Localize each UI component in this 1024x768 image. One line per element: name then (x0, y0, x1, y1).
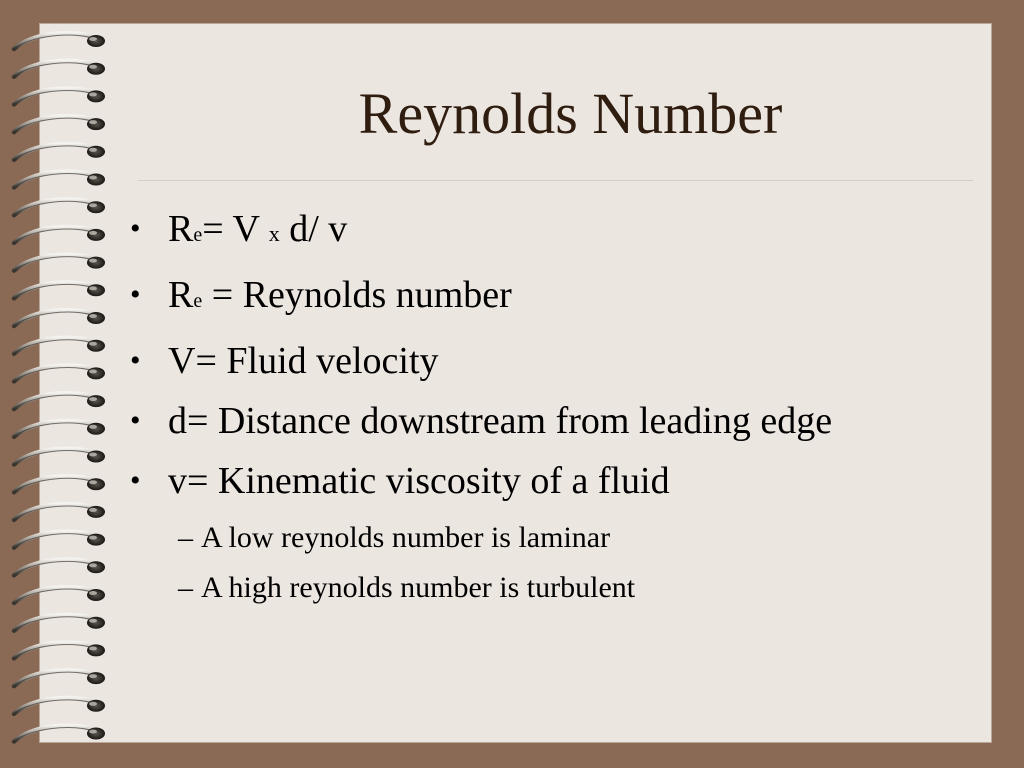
bullet-re-definition (130, 272, 960, 324)
binding-ring-icon (14, 504, 105, 520)
binding-ring-icon (14, 88, 105, 104)
binding-ring-icon (14, 144, 105, 160)
slide (40, 24, 991, 742)
bullet-formula (130, 206, 960, 258)
bullet-velocity: • V= Fluid velocity (130, 338, 960, 384)
title-divider (138, 180, 973, 181)
binding-ring-icon (14, 476, 105, 492)
slide-title: Reynolds Number (358, 81, 783, 146)
binding-ring-icon (14, 255, 105, 271)
binding-ring-icon (14, 726, 105, 742)
binding-ring-icon (14, 559, 105, 575)
binding-ring-icon (14, 365, 105, 381)
binding-ring-icon (14, 227, 105, 243)
binding-ring-icon (14, 587, 105, 603)
binding-ring-icon (14, 393, 105, 409)
sub-bullet-text: A high reynolds number is turbulent (201, 571, 636, 604)
formula-symbol: R (168, 208, 194, 250)
binding-ring-icon (14, 282, 105, 298)
bullet-distance: • d= Distance downstream from leading edge (130, 398, 960, 444)
binding-ring-icon (14, 116, 105, 132)
binding-ring-icon (14, 172, 105, 188)
dash-icon: – (178, 521, 193, 554)
formula-subscript: e (193, 224, 203, 246)
bullet-viscosity: • v= Kinematic viscosity of a fluid (130, 458, 960, 504)
binding-ring-icon (14, 642, 105, 658)
sub-bullet-turbulent (178, 568, 960, 608)
binding-ring-icon (14, 532, 105, 548)
spiral-binding (0, 14, 120, 744)
re-definition-text: = Reynolds number (202, 274, 512, 316)
formula-rest: d/ v (279, 208, 348, 250)
bullet-list (130, 206, 960, 618)
binding-ring-icon (14, 449, 105, 465)
binding-ring-icon (14, 199, 105, 215)
sub-bullet-laminar (178, 518, 960, 558)
binding-ring-icon (14, 421, 105, 437)
binding-ring-icon (14, 698, 105, 714)
sub-bullet-text: A low reynolds number is laminar (201, 521, 611, 554)
formula-multiply: x (268, 221, 280, 246)
re-symbol: R (168, 274, 194, 316)
binding-ring-icon (14, 338, 105, 354)
binding-ring-icon (14, 615, 105, 631)
binding-ring-icon (14, 670, 105, 686)
formula-equals: = V (202, 208, 269, 250)
binding-ring-icon (14, 61, 105, 77)
binding-ring-icon (14, 33, 105, 49)
re-subscript: e (193, 290, 203, 312)
dash-icon: – (178, 571, 193, 604)
binding-ring-icon (14, 310, 105, 326)
